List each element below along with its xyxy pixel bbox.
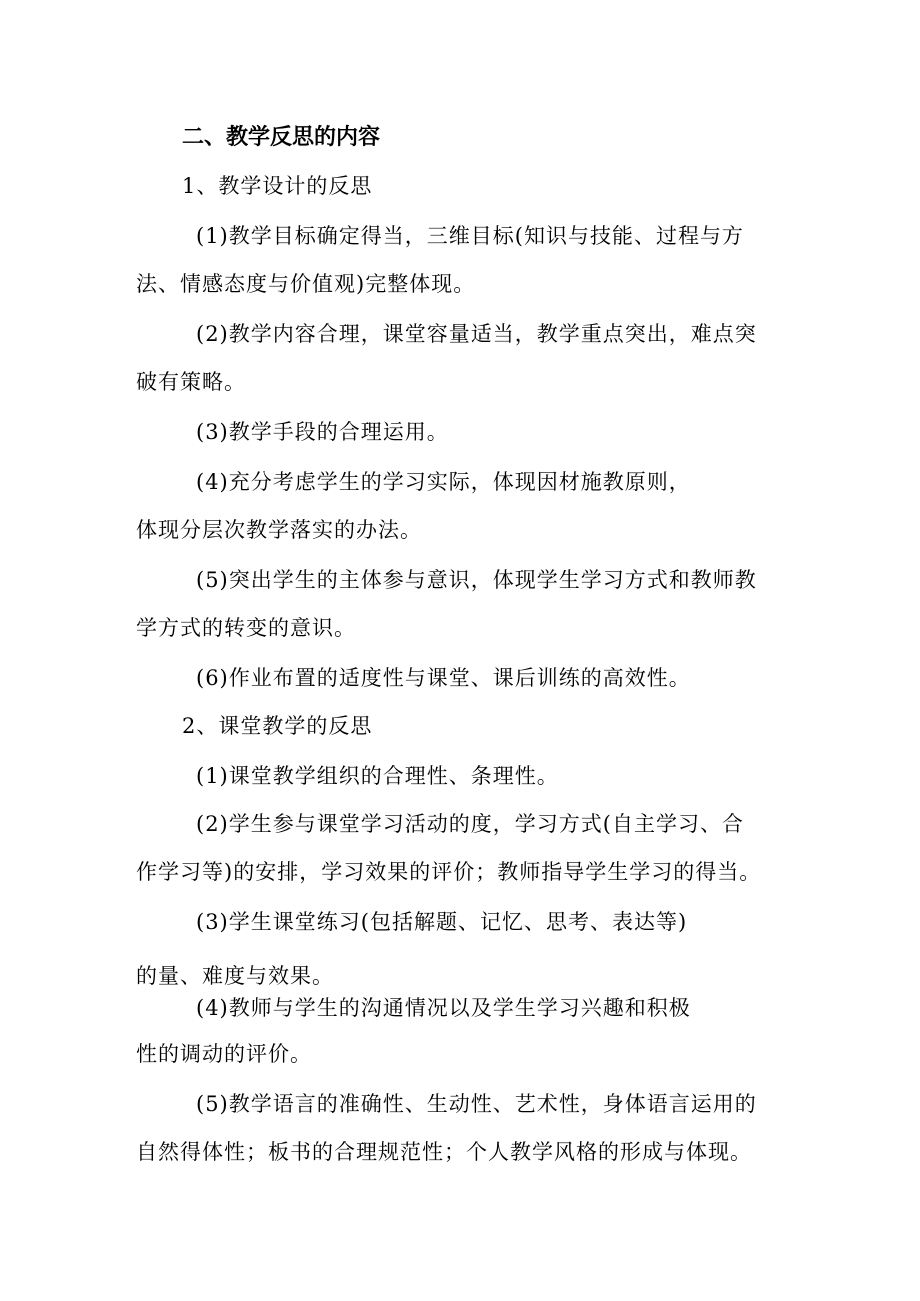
section-heading: 二、教学反思的内容 [182, 125, 381, 150]
paragraph-line: (1)课堂教学组织的合理性、条理性。 [196, 764, 559, 788]
paragraph-line: 体现分层次教学落实的办法。 [136, 518, 422, 542]
paragraph-line: 自然得体性；板书的合理规范性；个人教学风格的形成与体现。 [136, 1140, 752, 1164]
paragraph-line: (2)学生参与课堂学习活动的度，学习方式(自主学习、合 [196, 812, 744, 836]
subsection-title-teaching-design: 1、教学设计的反思 [182, 174, 373, 198]
paragraph-line: (5)突出学生的主体参与意识，体现学生学习方式和教师教 [196, 568, 757, 592]
paragraph-line: (1)教学目标确定得当，三维目标(知识与技能、过程与方 [196, 224, 744, 248]
paragraph-line: 法、情感态度与价值观)完整体现。 [136, 272, 476, 296]
paragraph-line: 作学习等)的安排，学习效果的评价；教师指导学生学习的得当。 [136, 860, 762, 884]
paragraph-line: 破有策略。 [136, 370, 246, 394]
paragraph-line: (2)教学内容合理，课堂容量适当，教学重点突出，难点突 [196, 322, 757, 346]
paragraph-line: 的量、难度与效果。 [136, 964, 334, 988]
subsection-title-classroom-teaching: 2、课堂教学的反思 [182, 714, 373, 738]
paragraph-line: (3)学生课堂练习(包括解题、记忆、思考、表达等) [196, 910, 688, 934]
paragraph-line: 学方式的转变的意识。 [136, 616, 356, 640]
paragraph-line: (4)教师与学生的沟通情况以及学生学习兴趣和积极 [196, 996, 691, 1020]
paragraph-line: (6)作业布置的适度性与课堂、课后训练的高效性。 [196, 666, 691, 690]
paragraph-line: 性的调动的评价。 [136, 1042, 312, 1066]
paragraph-line: (4)充分考虑学生的学习实际，体现因材施教原则， [196, 470, 691, 494]
paragraph-line: (3)教学手段的合理运用。 [196, 420, 449, 444]
paragraph-line: (5)教学语言的准确性、生动性、艺术性，身体语言运用的 [196, 1092, 757, 1116]
